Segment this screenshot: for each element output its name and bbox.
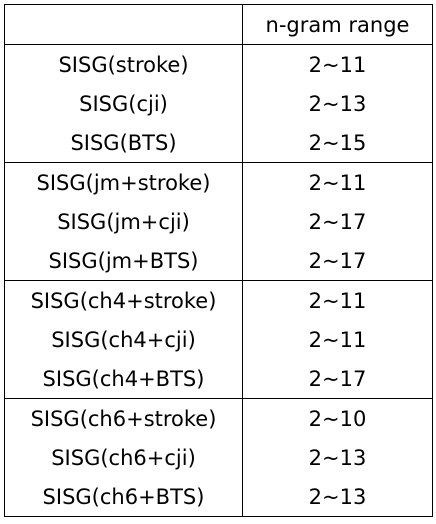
table-header [5, 5, 433, 45]
method-cell: SISG(ch6+cji) [5, 438, 243, 477]
method-cell: SISG(jm+BTS) [5, 241, 243, 281]
table-row [5, 281, 433, 321]
range-cell: 2~11 [243, 45, 433, 85]
method-cell: SISG(BTS) [5, 123, 243, 163]
method-cell: SISG(stroke) [5, 45, 243, 85]
method-cell: SISG(jm+cji) [5, 202, 243, 241]
table-row [5, 163, 433, 203]
range-cell: 2~10 [243, 399, 433, 439]
range-cell: 2~17 [243, 241, 433, 281]
table-row [5, 438, 433, 477]
table-row [5, 320, 433, 359]
table-row [5, 202, 433, 241]
range-cell: 2~17 [243, 202, 433, 241]
method-cell: SISG(ch4+cji) [5, 320, 243, 359]
method-cell: SISG(cji) [5, 84, 243, 123]
header-row [5, 5, 433, 45]
range-cell: 2~13 [243, 84, 433, 123]
method-cell: SISG(jm+stroke) [5, 163, 243, 203]
method-cell: SISG(ch4+stroke) [5, 281, 243, 321]
table-row [5, 241, 433, 281]
range-cell: 2~13 [243, 477, 433, 517]
method-cell: SISG(ch6+BTS) [5, 477, 243, 517]
method-cell: SISG(ch4+BTS) [5, 359, 243, 399]
table-row [5, 399, 433, 439]
ngram-range-table [4, 4, 433, 517]
range-cell: 2~11 [243, 281, 433, 321]
table-row [5, 45, 433, 85]
table-row [5, 84, 433, 123]
range-cell: 2~17 [243, 359, 433, 399]
table-row [5, 477, 433, 517]
header-method [5, 5, 243, 45]
header-ngram-range: n-gram range [243, 5, 433, 45]
range-cell: 2~11 [243, 320, 433, 359]
table-row [5, 359, 433, 399]
range-cell: 2~11 [243, 163, 433, 203]
range-cell: 2~15 [243, 123, 433, 163]
table-body [5, 45, 433, 517]
range-cell: 2~13 [243, 438, 433, 477]
table-row [5, 123, 433, 163]
method-cell: SISG(ch6+stroke) [5, 399, 243, 439]
